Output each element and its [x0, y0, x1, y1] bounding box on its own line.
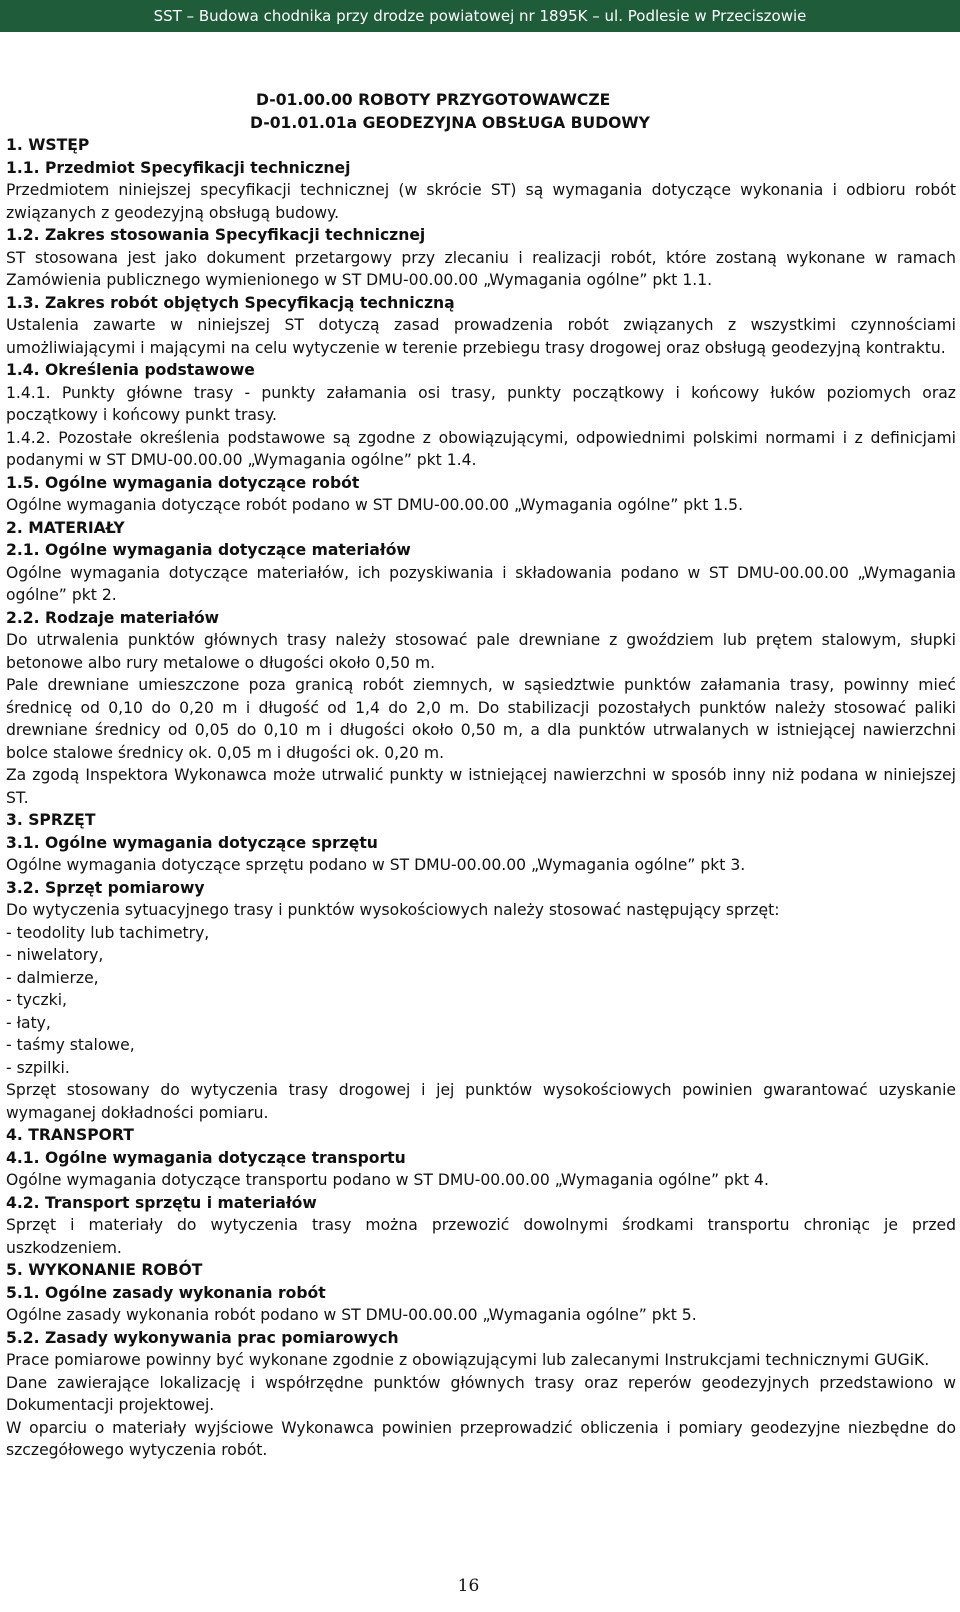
- subsection-title: D-01.01.01a GEODEZYJNA OBSŁUGA BUDOWY: [250, 113, 650, 132]
- section-heading: 4.1. Ogólne wymagania dotyczące transportu: [6, 1148, 406, 1167]
- section-heading: 2.2. Rodzaje materiałów: [6, 608, 220, 627]
- paragraph: Ogólne wymagania dotyczące sprzętu podano w ST DMU-00.00.00 „Wymagania ogólne” pkt 3.: [6, 856, 746, 874]
- paragraph: W oparciu o materiały wyjściowe Wykonawca powinien przeprowadzić obliczenia i pomiary geodezyjne niezbędne do szczegółowego wytyczenia robót.: [6, 1418, 956, 1459]
- section-heading: 3.2. Sprzęt pomiarowy: [6, 878, 205, 897]
- section-heading: 1.3. Zakres robót objętych Specyfikacją techniczną: [6, 293, 455, 312]
- section-heading: 4.2. Transport sprzętu i materiałów: [6, 1193, 317, 1212]
- paragraph: Ogólne wymagania dotyczące transportu podano w ST DMU-00.00.00 „Wymagania ogólne” pkt 4.: [6, 1171, 769, 1189]
- section-heading: 4. TRANSPORT: [6, 1126, 134, 1144]
- section-heading: 5. WYKONANIE ROBÓT: [6, 1261, 203, 1279]
- paragraph: 1.4.1. Punkty główne trasy - punkty załamania osi trasy, punkty początkowy i końcowy łuków poziomych oraz początkowy i końcowy punkt trasy.: [6, 383, 956, 424]
- section-heading: 1.4. Określenia podstawowe: [6, 361, 255, 379]
- section-heading: 2. MATERIAŁY: [6, 518, 125, 537]
- page-number: 16: [457, 1576, 480, 1596]
- paragraph: Przedmiotem niniejszej specyfikacji technicznej (w skrócie ST) są wymagania dotyczące wykonania i odbioru robót związanych z geodezyjną obsługą budowy.: [6, 181, 956, 222]
- section-heading: 1.2. Zakres stosowania Specyfikacji technicznej: [6, 226, 426, 244]
- document-body: [6, 89, 956, 1462]
- paragraph: 1.4.2. Pozostałe określenia podstawowe są zgodne z obowiązującymi, odpowiednimi polskimi normami i z definicjami podanymi w ST DMU-00.00.00 „Wymagania ogólne” pkt 1.4.: [6, 428, 956, 469]
- paragraph: Sprzęt i materiały do wytyczenia trasy można przewozić dowolnymi środkami transportu chroniąc je przed uszkodzeniem.: [6, 1216, 956, 1257]
- list-item: - niwelatory,: [6, 946, 104, 964]
- list-item: - taśmy stalowe,: [6, 1036, 135, 1054]
- paragraph: Sprzęt stosowany do wytyczenia trasy drogowej i jej punktów wysokościowych powinien gwarantować uzyskanie wymaganej dokładności pomiaru.: [6, 1081, 956, 1122]
- section-heading: 2.1. Ogólne wymagania dotyczące materiałów: [6, 541, 411, 559]
- paragraph: Ogólne zasady wykonania robót podano w ST DMU-00.00.00 „Wymagania ogólne” pkt 5.: [6, 1306, 697, 1324]
- paragraph: Prace pomiarowe powinny być wykonane zgodnie z obowiązującymi lub zalecanymi Instrukcjami technicznymi GUGiK.: [6, 1351, 930, 1369]
- section-heading: 1. WSTĘP: [6, 136, 90, 154]
- paragraph: Dane zawierające lokalizację i współrzędne punktów głównych trasy oraz reperów geodezyjnych przedstawiono w Dokumentacji projektowej.: [6, 1373, 956, 1414]
- list-item: - szpilki.: [6, 1058, 70, 1077]
- section-heading: 3.1. Ogólne wymagania dotyczące sprzętu: [6, 833, 378, 852]
- section-heading: 1.1. Przedmiot Specyfikacji technicznej: [6, 158, 351, 177]
- paragraph: ST stosowana jest jako dokument przetargowy przy zlecaniu i realizacji robót, które zostaną wykonane w ramach Zamówienia publicznego wymienionego w ST DMU-00.00.00 „Wymagania ogólne” pkt 1.1.: [6, 248, 956, 289]
- section-heading: 1.5. Ogólne wymagania dotyczące robót: [6, 473, 360, 492]
- list-item: - dalmierze,: [6, 968, 99, 987]
- list-item: - teodolity lub tachimetry,: [6, 923, 210, 942]
- paragraph: Ogólne wymagania dotyczące materiałów, ich pozyskiwania i składowania podano w ST DMU-00.00.00 „Wymagania ogólne” pkt 2.: [6, 563, 956, 604]
- section-heading: 5.1. Ogólne zasady wykonania robót: [6, 1283, 326, 1302]
- section-heading: 3. SPRZĘT: [6, 811, 96, 829]
- paragraph: Do utrwalenia punktów głównych trasy należy stosować pale drewniane z gwoździem lub prętem stalowym, słupki betonowe albo rury metalowe o długości około 0,50 m.: [6, 631, 956, 672]
- section-title: D-01.00.00 ROBOTY PRZYGOTOWAWCZE: [256, 91, 611, 109]
- paragraph: Ogólne wymagania dotyczące robót podano w ST DMU-00.00.00 „Wymagania ogólne” pkt 1.5.: [6, 496, 744, 514]
- section-heading: 5.2. Zasady wykonywania prac pomiarowych: [6, 1328, 399, 1347]
- paragraph: Za zgodą Inspektora Wykonawca może utrwalić punkty w istniejącej nawierzchni w sposób inny niż podana w niniejszej ST.: [6, 766, 956, 807]
- list-item: - tyczki,: [6, 991, 68, 1009]
- paragraph: Ustalenia zawarte w niniejszej ST dotyczą zasad prowadzenia robót związanych z wszystkimi czynnościami umożliwiającymi i mającymi na celu wytyczenie w terenie przebiegu trasy drogowej oraz obsługą geodezyjną kontraktu.: [6, 316, 956, 357]
- list-item: - łaty,: [6, 1013, 51, 1032]
- paragraph: Do wytyczenia sytuacyjnego trasy i punktów wysokościowych należy stosować następujący sprzęt:: [6, 901, 780, 919]
- running-header: SST – Budowa chodnika przy drodze powiatowej nr 1895K – ul. Podlesie w Przeciszowie: [0, 0, 960, 32]
- paragraph: Pale drewniane umieszczone poza granicą robót ziemnych, w sąsiedztwie punktów załamania trasy, powinny mieć średnicę od 0,10 do 0,20 m i długość od 1,4 do 2,0 m. Do stabilizacji pozostałych punktów należy stosować paliki drewniane średnicy od 0,05 do 0,10 m i długości około 0,50 m, a dla punktów utrwalanych w istniejącej nawierzchni bolce stalowe średnicy ok. 0,05 m i długości ok. 0,20 m.: [6, 676, 956, 762]
